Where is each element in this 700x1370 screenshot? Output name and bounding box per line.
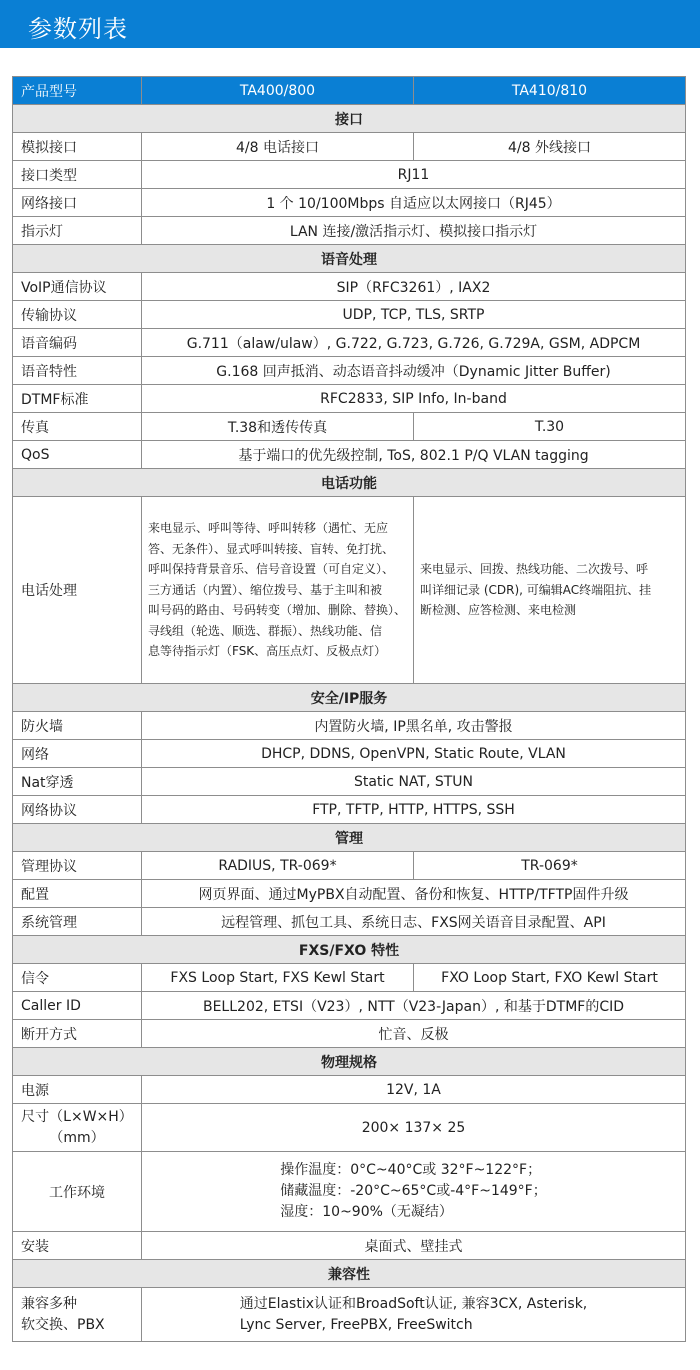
section-phone xyxy=(13,469,686,497)
row-label: 工作环境 xyxy=(13,1152,142,1232)
row-label: 电话处理 xyxy=(13,497,142,684)
row-value-b: 4/8 外线接口 xyxy=(414,133,686,161)
text-line: Lync Server, FreePBX, FreeSwitch xyxy=(239,1316,473,1333)
table-row xyxy=(13,385,686,413)
table-row xyxy=(13,273,686,301)
section-title: 兼容性 xyxy=(13,1260,686,1288)
row-value-a xyxy=(142,497,414,684)
table-row xyxy=(13,768,686,796)
row-label: VoIP通信协议 xyxy=(13,273,142,301)
row-value: UDP, TCP, TLS, SRTP xyxy=(142,301,686,329)
text-line: 息等待指示灯（FSK、高压点灯、反极点灯） xyxy=(148,644,387,659)
row-value xyxy=(142,1152,686,1232)
table-row xyxy=(13,329,686,357)
row-label: 网络接口 xyxy=(13,189,142,217)
row-value-a: T.38和透传传真 xyxy=(142,413,414,441)
row-value: 网页界面、通过MyPBX自动配置、备份和恢复、HTTP/TFTP固件升级 xyxy=(142,880,686,908)
environment-lines xyxy=(280,1160,546,1223)
section-title: 安全/IP服务 xyxy=(13,684,686,712)
row-label: 系统管理 xyxy=(13,908,142,936)
text-line: 来电显示、回拨、热线功能、二次拨号、呼 xyxy=(420,562,649,577)
section-compat xyxy=(13,1260,686,1288)
table-row xyxy=(13,740,686,768)
table-row xyxy=(13,1020,686,1048)
row-label: 指示灯 xyxy=(13,217,142,245)
section-voice xyxy=(13,245,686,273)
table-row xyxy=(13,992,686,1020)
table-row xyxy=(13,880,686,908)
table-row xyxy=(13,1288,686,1342)
row-value-b: FXO Loop Start, FXO Kewl Start xyxy=(414,964,686,992)
text-line: 来电显示、呼叫等待、呼叫转移（遇忙、无应 xyxy=(148,521,389,536)
row-label: 管理协议 xyxy=(13,852,142,880)
section-title: FXS/FXO 特性 xyxy=(13,936,686,964)
row-label xyxy=(13,1104,142,1152)
row-label: 网络 xyxy=(13,740,142,768)
section-title: 电话功能 xyxy=(13,469,686,497)
section-title: 语音处理 xyxy=(13,245,686,273)
table-row xyxy=(13,133,686,161)
row-label: 电源 xyxy=(13,1076,142,1104)
section-interface xyxy=(13,105,686,133)
row-label: 防火墙 xyxy=(13,712,142,740)
table-row xyxy=(13,217,686,245)
text-line: 呼叫保持背景音乐、信号音设置（可自定义）、 xyxy=(148,562,395,577)
row-value: 远程管理、抓包工具、系统日志、FXS网关语音目录配置、API xyxy=(142,908,686,936)
row-label: 语音特性 xyxy=(13,357,142,385)
table-row xyxy=(13,189,686,217)
table-row xyxy=(13,1232,686,1260)
label-line: （mm） xyxy=(49,1129,105,1146)
spec-table xyxy=(12,76,686,1342)
text-line: 储藏温度：-20°C~65°C或-4°F~149°F； xyxy=(280,1183,547,1199)
row-value: G.711（alaw/ulaw）, G.722, G.723, G.726, G.729A, GSM, ADPCM xyxy=(142,329,686,357)
text-line: 操作温度：0°C~40°C或 32°F~122°F； xyxy=(280,1162,542,1178)
row-label: 网络协议 xyxy=(13,796,142,824)
row-value: RFC2833, SIP Info, In-band xyxy=(142,385,686,413)
row-value: FTP, TFTP, HTTP, HTTPS, SSH xyxy=(142,796,686,824)
table-row xyxy=(13,796,686,824)
row-label: 接口类型 xyxy=(13,161,142,189)
table-row xyxy=(13,161,686,189)
row-value xyxy=(142,1288,686,1342)
table-row xyxy=(13,441,686,469)
row-value: DHCP, DDNS, OpenVPN, Static Route, VLAN xyxy=(142,740,686,768)
row-value-a: 4/8 电话接口 xyxy=(142,133,414,161)
header-model-a: TA400/800 xyxy=(142,77,414,105)
row-value: 内置防火墙, IP黑名单, 攻击警报 xyxy=(142,712,686,740)
row-label: DTMF标准 xyxy=(13,385,142,413)
text-line: 通过Elastix认证和BroadSoft认证, 兼容3CX, Asterisk, xyxy=(239,1295,588,1312)
row-label: 断开方式 xyxy=(13,1020,142,1048)
table-row xyxy=(13,413,686,441)
table-row xyxy=(13,712,686,740)
row-value: 桌面式、壁挂式 xyxy=(142,1232,686,1260)
table-row xyxy=(13,1076,686,1104)
row-label: 配置 xyxy=(13,880,142,908)
row-value-a: FXS Loop Start, FXS Kewl Start xyxy=(142,964,414,992)
table-row xyxy=(13,964,686,992)
row-label: 模拟接口 xyxy=(13,133,142,161)
label-line: 兼容多种 xyxy=(21,1295,77,1312)
row-label: QoS xyxy=(13,441,142,469)
row-label: 信令 xyxy=(13,964,142,992)
text-line: 答、无条件）、显式呼叫转接、盲转、免打扰、 xyxy=(148,541,395,556)
table-row xyxy=(13,1152,686,1232)
row-value: 忙音、反极 xyxy=(142,1020,686,1048)
section-title: 管理 xyxy=(13,824,686,852)
row-label: 语音编码 xyxy=(13,329,142,357)
row-label: 传真 xyxy=(13,413,142,441)
section-management xyxy=(13,824,686,852)
row-value: Static NAT, STUN xyxy=(142,768,686,796)
table-row xyxy=(13,908,686,936)
table-row xyxy=(13,852,686,880)
row-label xyxy=(13,1288,142,1342)
row-value-a: RADIUS, TR-069* xyxy=(142,852,414,880)
header-label: 产品型号 xyxy=(13,77,142,105)
table-row xyxy=(13,1104,686,1152)
row-value-b xyxy=(414,497,686,684)
row-value: LAN 连接/激活指示灯、模拟接口指示灯 xyxy=(142,217,686,245)
row-value-b: TR-069* xyxy=(414,852,686,880)
section-physical xyxy=(13,1048,686,1076)
text-line: 寻线组（轮选、顺选、群振）、热线功能、信 xyxy=(148,623,383,638)
table-row xyxy=(13,301,686,329)
page-banner xyxy=(0,0,700,48)
text-line: 叫详细记录 (CDR), 可编辑AC终端阻抗、挂 xyxy=(420,582,652,597)
row-label: 安装 xyxy=(13,1232,142,1260)
row-value: G.168 回声抵消、动态语音抖动缓冲（Dynamic Jitter Buffer) xyxy=(142,357,686,385)
compat-lines xyxy=(240,1294,588,1336)
row-label: Nat穿透 xyxy=(13,768,142,796)
row-value: 12V, 1A xyxy=(142,1076,686,1104)
label-line: 尺寸（L×W×H） xyxy=(21,1108,133,1125)
text-line: 湿度：10~90%（无凝结） xyxy=(280,1204,453,1220)
text-line: 断检测、应答检测、来电检测 xyxy=(420,603,577,618)
text-line: 三方通话（内置）、缩位拨号、基于主叫和被 xyxy=(148,582,383,597)
row-value: 1 个 10/100Mbps 自适应以太网接口（RJ45） xyxy=(142,189,686,217)
header-model-b: TA410/810 xyxy=(414,77,686,105)
section-title: 物理规格 xyxy=(13,1048,686,1076)
row-value: 基于端口的优先级控制, ToS, 802.1 P/Q VLAN tagging xyxy=(142,441,686,469)
row-value: RJ11 xyxy=(142,161,686,189)
label-line: 软交换、PBX xyxy=(21,1316,105,1333)
section-security xyxy=(13,684,686,712)
page-title: 参数列表 xyxy=(28,15,128,43)
row-value-b: T.30 xyxy=(414,413,686,441)
row-value: 200× 137× 25 xyxy=(142,1104,686,1152)
section-fxs-fxo xyxy=(13,936,686,964)
table-row xyxy=(13,497,686,684)
section-title: 接口 xyxy=(13,105,686,133)
text-line: 叫号码的路由、号码转变（增加、删除、替换）、 xyxy=(148,603,407,618)
row-value: BELL202, ETSI（V23）, NTT（V23-Japan）, 和基于DTMF的CID xyxy=(142,992,686,1020)
row-label: 传输协议 xyxy=(13,301,142,329)
table-header-row xyxy=(13,77,686,105)
row-value: SIP（RFC3261）, IAX2 xyxy=(142,273,686,301)
row-label: Caller ID xyxy=(13,992,142,1020)
table-row xyxy=(13,357,686,385)
